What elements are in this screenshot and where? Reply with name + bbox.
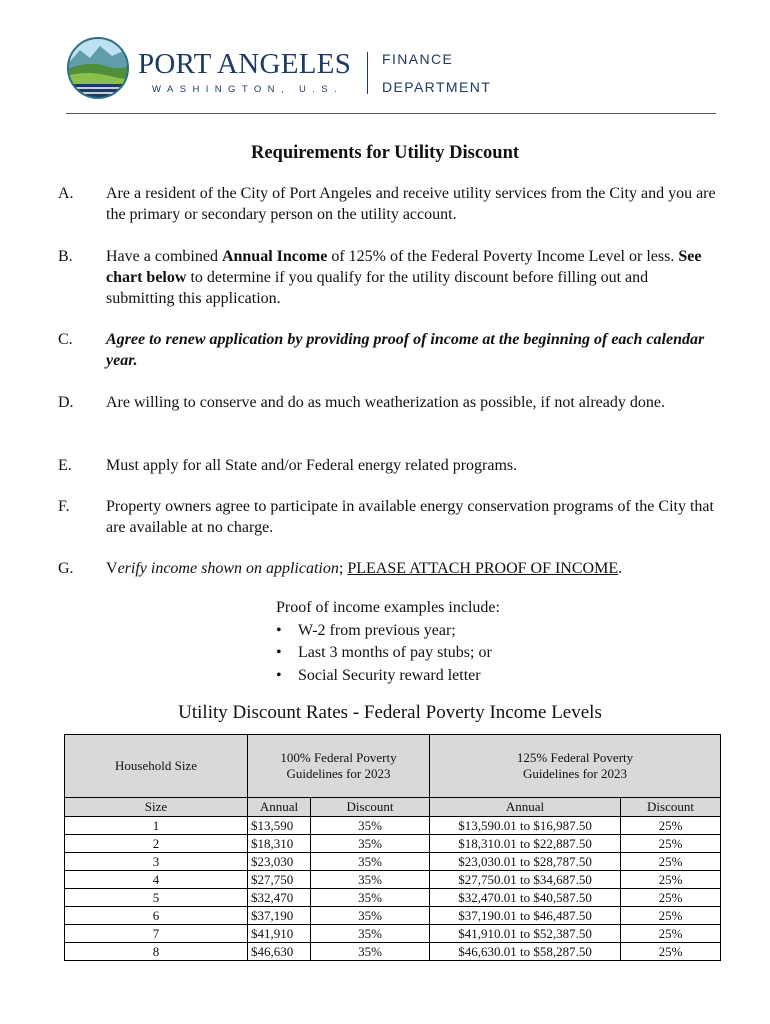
document-title: Requirements for Utility Discount	[250, 143, 520, 163]
see-chart-emphasis: See chart below	[106, 248, 702, 286]
cell-annual: $46,630	[248, 943, 311, 961]
cell-annual-range: $41,910.01 to $52,387.50	[430, 925, 621, 943]
requirement-text	[106, 558, 718, 579]
table-row	[65, 871, 721, 889]
cell-annual: $37,190	[248, 907, 311, 925]
annual-income-emphasis: Annual Income	[221, 248, 328, 265]
header-line: Guidelines for 2023	[523, 766, 628, 781]
cell-annual: $41,910	[248, 925, 311, 943]
header-line: Guidelines for 2023	[286, 766, 391, 781]
subheader-discount: Discount	[311, 798, 430, 817]
cell-size: 6	[65, 907, 248, 925]
cell-discount-125: 25%	[621, 817, 721, 835]
proof-intro: Proof of income examples include:	[276, 599, 500, 616]
table-row	[65, 817, 721, 835]
text-run: of 125% of the Federal Poverty Income Level or less.	[327, 248, 679, 265]
cell-annual-range: $13,590.01 to $16,987.50	[430, 817, 621, 835]
subheader-annual-125: Annual	[430, 798, 621, 817]
requirement-f	[58, 496, 718, 538]
cell-discount: 35%	[311, 925, 430, 943]
cell-discount-125: 25%	[621, 853, 721, 871]
table-row	[65, 853, 721, 871]
cell-discount: 35%	[311, 871, 430, 889]
requirement-letter: D.	[58, 394, 74, 411]
header-line: 100% Federal Poverty	[280, 750, 397, 765]
cell-annual-range: $23,030.01 to $28,787.50	[430, 853, 621, 871]
letterhead	[66, 36, 718, 116]
table-subheader-row	[65, 798, 721, 817]
discount-rates-table	[64, 734, 721, 961]
list-item: • W-2 from previous year;	[276, 620, 500, 643]
requirement-a	[58, 183, 718, 225]
subheader-discount-125: Discount	[621, 798, 721, 817]
logo-wordmark: PORT ANGELES	[138, 48, 352, 80]
cell-discount-125: 25%	[621, 835, 721, 853]
requirement-letter: C.	[58, 331, 73, 348]
requirement-g	[58, 558, 718, 579]
cell-discount-125: 25%	[621, 871, 721, 889]
department-line-2: DEPARTMENT	[382, 79, 492, 95]
cell-discount-125: 25%	[621, 907, 721, 925]
cell-discount: 35%	[311, 835, 430, 853]
cell-discount: 35%	[311, 817, 430, 835]
table-title: Utility Discount Rates - Federal Poverty Income Levels	[178, 702, 602, 723]
requirement-letter: B.	[58, 248, 73, 265]
requirement-c	[58, 329, 718, 371]
logo-subtitle: WASHINGTON, U.S.	[152, 84, 344, 95]
cell-discount: 35%	[311, 889, 430, 907]
cell-size: 4	[65, 871, 248, 889]
header-line: 125% Federal Poverty	[516, 750, 634, 765]
cell-annual: $32,470	[248, 889, 311, 907]
table-row	[65, 925, 721, 943]
cell-annual: $23,030	[248, 853, 311, 871]
requirement-letter: A.	[58, 185, 74, 202]
requirement-e	[58, 455, 718, 476]
cell-discount-125: 25%	[621, 889, 721, 907]
text-run: V	[106, 560, 118, 577]
table-row	[65, 943, 721, 961]
proof-of-income	[276, 597, 500, 687]
cell-annual-range: $18,310.01 to $22,887.50	[430, 835, 621, 853]
requirement-d	[58, 392, 718, 413]
requirement-text: Must apply for all State and/or Federal energy related programs.	[106, 457, 518, 474]
cell-size: 5	[65, 889, 248, 907]
subheader-size: Size	[65, 798, 248, 817]
cell-annual-range: $27,750.01 to $34,687.50	[430, 871, 621, 889]
list-item: • Last 3 months of pay stubs; or	[276, 642, 500, 665]
header-100-percent	[248, 735, 430, 798]
requirement-text: Are a resident of the City of Port Angeles and receive utility services from the City and you are the primary or secondary person on the utility account.	[106, 185, 716, 223]
port-angeles-logo-icon	[66, 36, 130, 100]
text-run: .	[618, 560, 623, 577]
proof-list	[276, 620, 500, 688]
table-row	[65, 835, 721, 853]
table-row	[65, 889, 721, 907]
cell-annual-range: $46,630.01 to $58,287.50	[430, 943, 621, 961]
cell-size: 2	[65, 835, 248, 853]
department-line-1: FINANCE	[382, 51, 454, 67]
table-header-row	[65, 735, 721, 798]
text-run: to determine if you qualify for the utility discount before filling out and submitting this application.	[106, 269, 649, 307]
cell-size: 8	[65, 943, 248, 961]
subheader-annual: Annual	[248, 798, 311, 817]
cell-size: 3	[65, 853, 248, 871]
requirement-letter: G.	[58, 560, 74, 577]
attach-proof-notice: PLEASE ATTACH PROOF OF INCOME	[347, 560, 619, 577]
requirement-letter: F.	[58, 498, 70, 515]
cell-discount: 35%	[311, 943, 430, 961]
cell-discount: 35%	[311, 907, 430, 925]
cell-annual-range: $37,190.01 to $46,487.50	[430, 907, 621, 925]
verify-income-emphasis: erify income shown on application	[117, 560, 339, 577]
header-divider	[66, 113, 716, 114]
requirement-text: Are willing to conserve and do as much weatherization as possible, if not already done.	[106, 394, 665, 411]
cell-size: 7	[65, 925, 248, 943]
cell-discount-125: 25%	[621, 925, 721, 943]
requirement-text	[106, 246, 718, 309]
requirement-letter: E.	[58, 457, 72, 474]
cell-annual: $18,310	[248, 835, 311, 853]
requirement-text: Property owners agree to participate in available energy conservation programs of the City that are available at no charge.	[106, 498, 714, 536]
cell-discount: 35%	[311, 853, 430, 871]
cell-annual: $27,750	[248, 871, 311, 889]
table-row	[65, 907, 721, 925]
list-item: • Social Security reward letter	[276, 665, 500, 688]
cell-size: 1	[65, 817, 248, 835]
text-run: ;	[338, 560, 348, 577]
header-household-size: Household Size	[65, 735, 248, 798]
text-run: Have a combined	[106, 248, 222, 265]
cell-discount-125: 25%	[621, 943, 721, 961]
requirement-text: Agree to renew application by providing proof of income at the beginning of each calendar year.	[106, 331, 705, 369]
logo-divider	[367, 52, 368, 94]
requirement-b	[58, 246, 718, 309]
cell-annual-range: $32,470.01 to $40,587.50	[430, 889, 621, 907]
header-125-percent	[430, 735, 721, 798]
cell-annual: $13,590	[248, 817, 311, 835]
